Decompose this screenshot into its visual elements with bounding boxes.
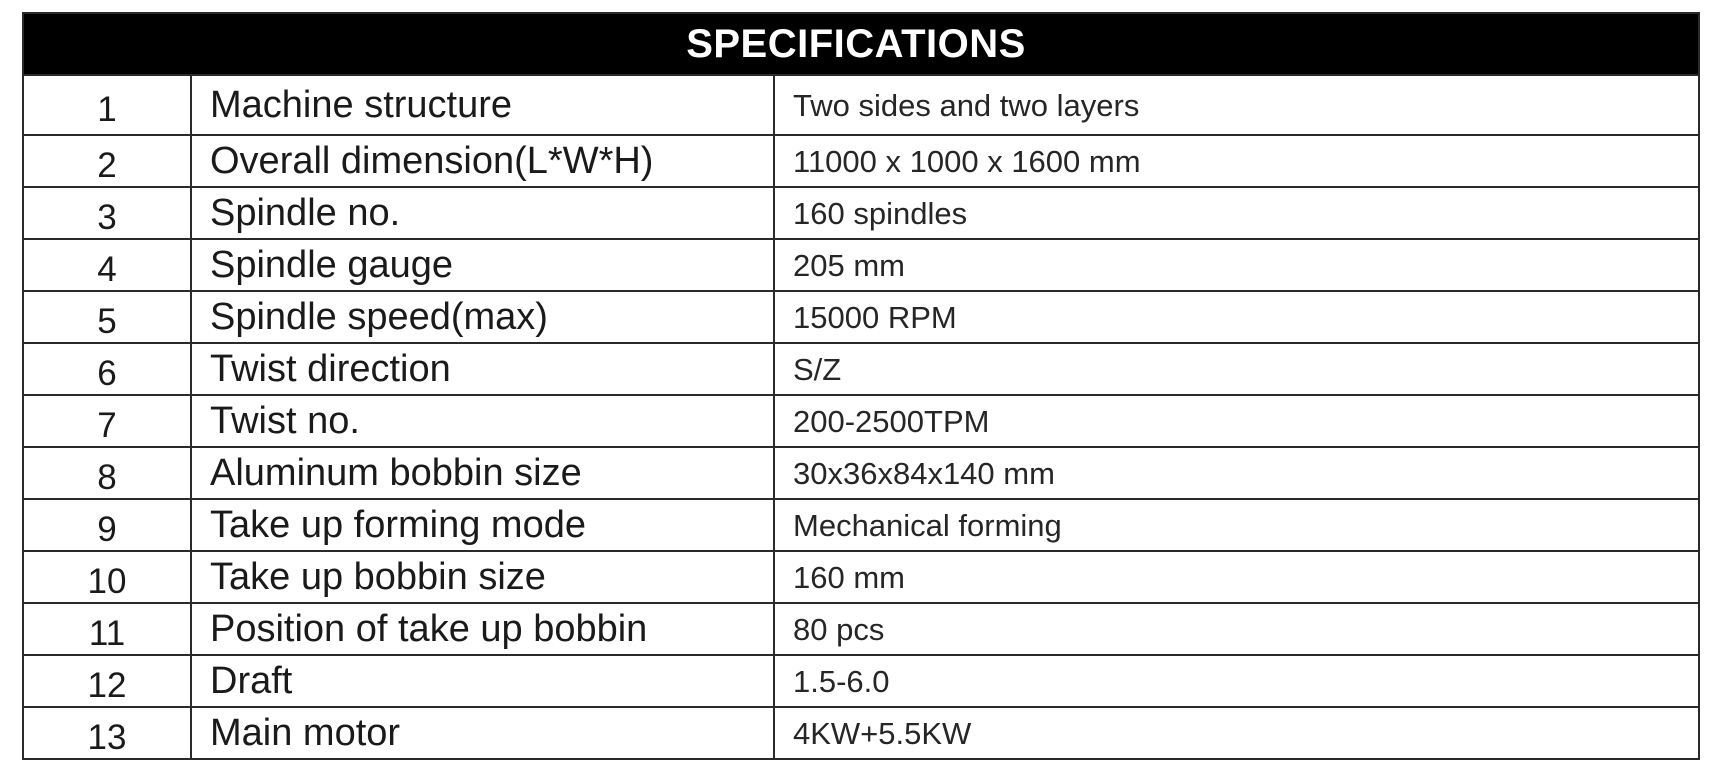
table-row <box>23 655 1699 707</box>
row-number: 12 <box>23 655 191 707</box>
table-row <box>23 135 1699 187</box>
spec-value: S/Z <box>774 343 1699 395</box>
table-row <box>23 447 1699 499</box>
row-number: 4 <box>23 239 191 291</box>
row-number: 9 <box>23 499 191 551</box>
table-row <box>23 603 1699 655</box>
table-title: SPECIFICATIONS <box>686 21 1026 66</box>
spec-value: 4KW+5.5KW <box>774 707 1699 759</box>
spec-value: Two sides and two layers <box>774 75 1699 135</box>
spec-value: 200-2500TPM <box>774 395 1699 447</box>
table-row <box>23 75 1699 135</box>
spec-name: Aluminum bobbin size <box>191 447 774 499</box>
table-row <box>23 343 1699 395</box>
table-row <box>23 291 1699 343</box>
row-number: 5 <box>23 291 191 343</box>
spec-value: 1.5-6.0 <box>774 655 1699 707</box>
spec-value: 80 pcs <box>774 603 1699 655</box>
row-number: 3 <box>23 187 191 239</box>
table-header-row <box>23 13 1699 75</box>
spec-name: Twist direction <box>191 343 774 395</box>
table-row <box>23 239 1699 291</box>
spec-value: 15000 RPM <box>774 291 1699 343</box>
row-number: 13 <box>23 707 191 759</box>
table-row <box>23 499 1699 551</box>
spec-value: 205 mm <box>774 239 1699 291</box>
row-number: 7 <box>23 395 191 447</box>
spec-name: Spindle gauge <box>191 239 774 291</box>
table-row <box>23 187 1699 239</box>
row-number: 6 <box>23 343 191 395</box>
table-row <box>23 551 1699 603</box>
spec-name: Main motor <box>191 707 774 759</box>
spec-name: Take up bobbin size <box>191 551 774 603</box>
row-number: 8 <box>23 447 191 499</box>
row-number: 2 <box>23 135 191 187</box>
row-number: 10 <box>23 551 191 603</box>
spec-name: Take up forming mode <box>191 499 774 551</box>
spec-value: 11000 x 1000 x 1600 mm <box>774 135 1699 187</box>
spec-value: 30x36x84x140 mm <box>774 447 1699 499</box>
row-number: 11 <box>23 603 191 655</box>
spec-name: Machine structure <box>191 75 774 135</box>
row-number: 1 <box>23 75 191 135</box>
spec-name: Twist no. <box>191 395 774 447</box>
spec-name: Spindle speed(max) <box>191 291 774 343</box>
spec-value: 160 mm <box>774 551 1699 603</box>
specifications-table <box>22 12 1700 760</box>
spec-name: Overall dimension(L*W*H) <box>191 135 774 187</box>
table-body <box>23 75 1699 759</box>
table-row <box>23 707 1699 759</box>
spec-name: Spindle no. <box>191 187 774 239</box>
spec-value: Mechanical forming <box>774 499 1699 551</box>
spec-name: Draft <box>191 655 774 707</box>
spec-name: Position of take up bobbin <box>191 603 774 655</box>
spec-value: 160 spindles <box>774 187 1699 239</box>
table-row <box>23 395 1699 447</box>
table-title-cell <box>23 13 1699 75</box>
